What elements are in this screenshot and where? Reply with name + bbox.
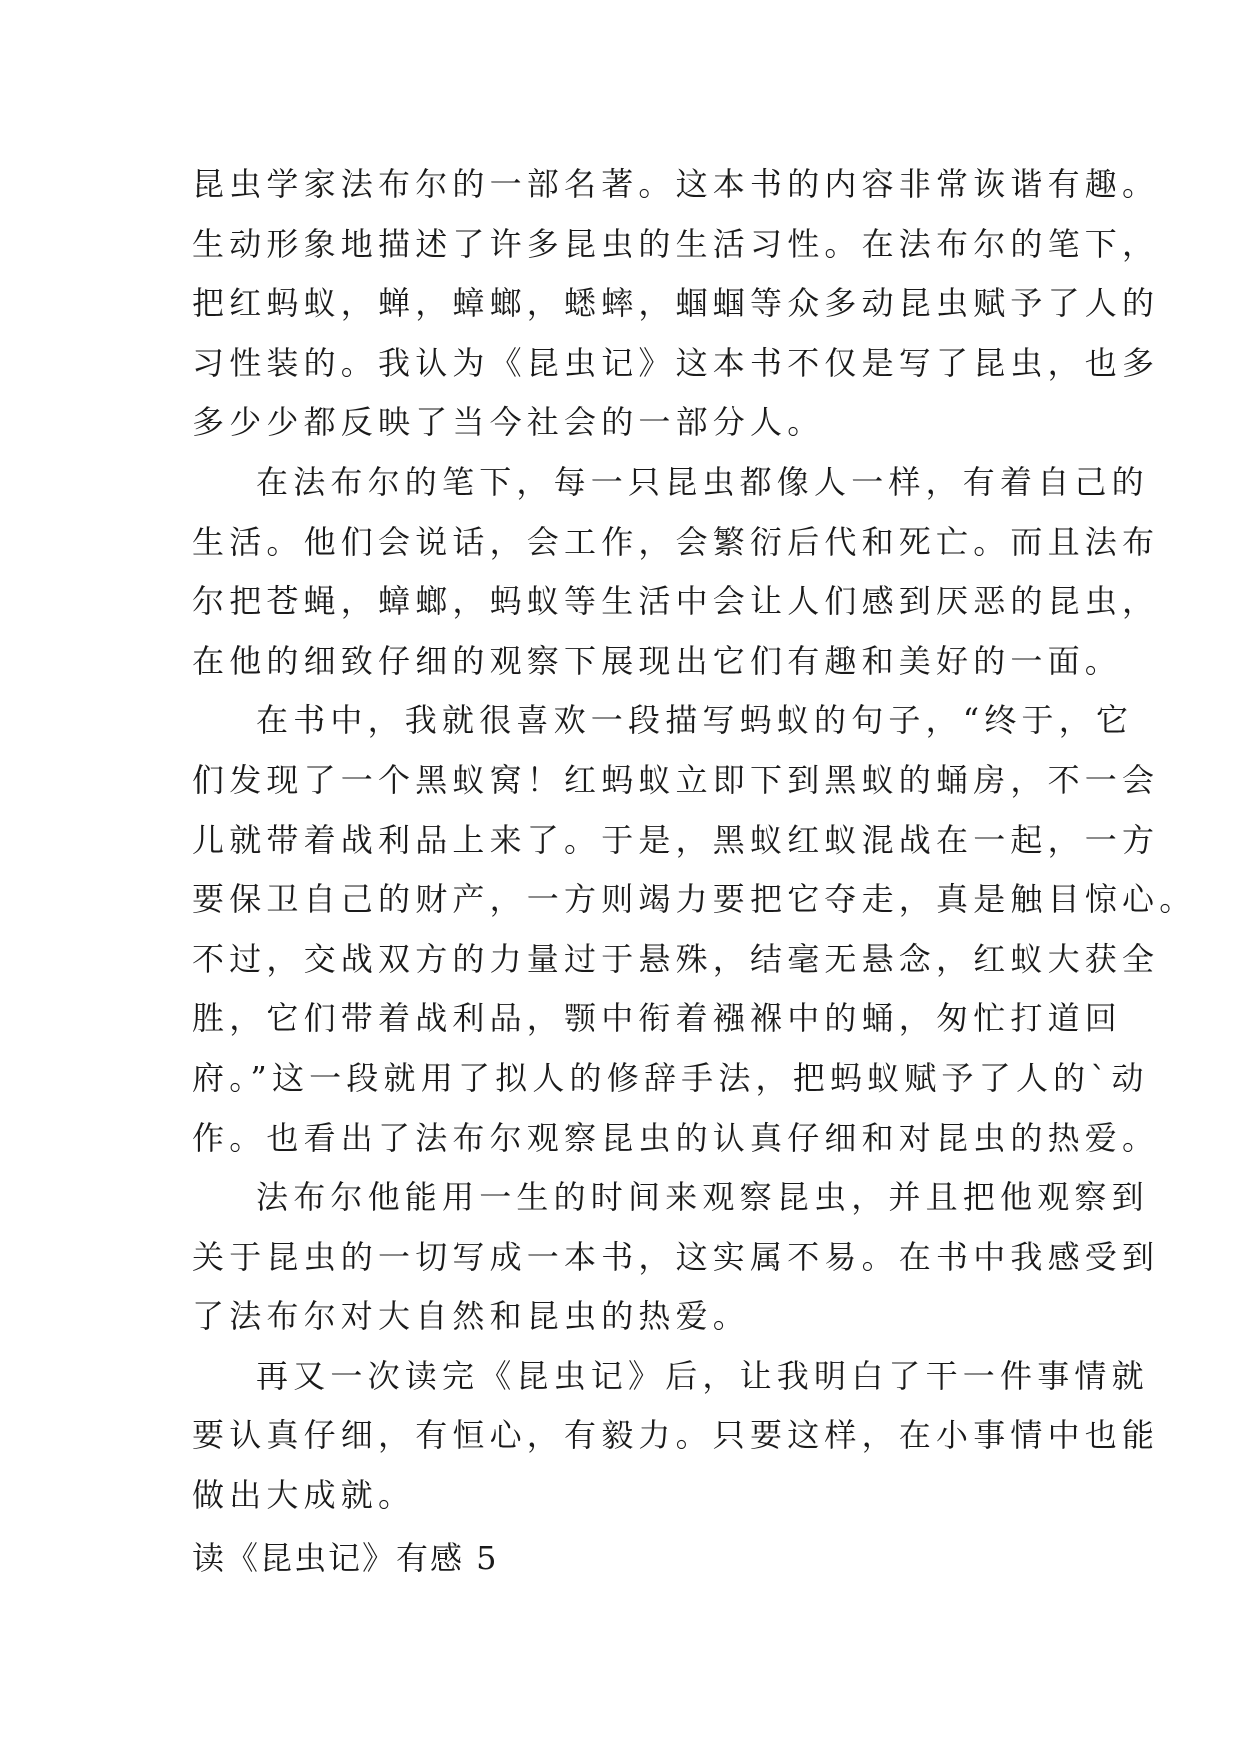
paragraph-line: 了法布尔对大自然和昆虫的热爱。 (192, 1297, 751, 1336)
paragraph-5 (192, 1347, 1160, 1526)
paragraph-line: 关于昆虫的一切写成一本书，这实属不易。在书中我感受到 (192, 1237, 1160, 1276)
paragraph-line: 要认真仔细，有恒心，有毅力。只要这样，在小事情中也能 (192, 1416, 1160, 1455)
paragraph-line: 府。”这一段就用了拟人的修辞手法，把蚂蚁赋予了人的`动 (192, 1058, 1149, 1097)
paragraph-line: 儿就带着战利品上来了。于是，黑蚁红蚁混战在一起，一方 (192, 820, 1160, 859)
document-body (192, 155, 1197, 1588)
paragraph-line: 在他的细致仔细的观察下展现出它们有趣和美好的一面。 (192, 641, 1123, 680)
paragraph-2 (192, 453, 1160, 691)
paragraph-line: 在法布尔的笔下，每一只昆虫都像人一样，有着自己的 (256, 462, 1149, 501)
paragraph-line: 多少少都反映了当今社会的一部分人。 (192, 403, 825, 442)
paragraph-line: 要保卫自己的财产，一方则竭力要把它夺走，真是触目惊心。 (192, 880, 1197, 919)
paragraph-line: 法布尔他能用一生的时间来观察昆虫，并且把他观察到 (256, 1178, 1149, 1217)
paragraph-line: 不过，交战双方的力量过于悬殊，结毫无悬念，红蚁大获全 (192, 939, 1160, 978)
paragraph-line: 生动形象地描述了许多昆虫的生活习性。在法布尔的笔下， (192, 224, 1160, 263)
paragraph-1 (192, 155, 1160, 453)
paragraph-3 (192, 691, 1197, 1168)
next-essay-heading: 读《昆虫记》有感 5 (192, 1538, 499, 1577)
paragraph-line: 做出大成就。 (192, 1476, 416, 1515)
paragraph-line: 生活。他们会说话，会工作，会繁衍后代和死亡。而且法布 (192, 522, 1160, 561)
paragraph-4 (192, 1168, 1160, 1347)
paragraph-line: 作。也看出了法布尔观察昆虫的认真仔细和对昆虫的热爱。 (192, 1118, 1160, 1157)
paragraph-line: 昆虫学家法布尔的一部名著。这本书的内容非常诙谐有趣。 (192, 165, 1160, 203)
paragraph-line: 尔把苍蝇，蟑螂，蚂蚁等生活中会让人们感到厌恶的昆虫， (192, 582, 1160, 621)
paragraph-line: 再又一次读完《昆虫记》后，让我明白了干一件事情就 (256, 1356, 1149, 1395)
paragraph-line: 在书中，我就很喜欢一段描写蚂蚁的句子，“终于，它 (256, 701, 1134, 740)
paragraph-line: 把红蚂蚁，蝉，蟑螂，蟋蟀，蝈蝈等众多动昆虫赋予了人的 (192, 284, 1160, 323)
paragraph-line: 们发现了一个黑蚁窝！红蚂蚁立即下到黑蚁的蛹房，不一会 (192, 760, 1160, 799)
paragraph-line: 习性装的。我认为《昆虫记》这本书不仅是写了昆虫，也多 (192, 343, 1160, 382)
paragraph-line: 胜，它们带着战利品，颚中衔着襁褓中的蛹，匆忙打道回 (192, 999, 1123, 1038)
